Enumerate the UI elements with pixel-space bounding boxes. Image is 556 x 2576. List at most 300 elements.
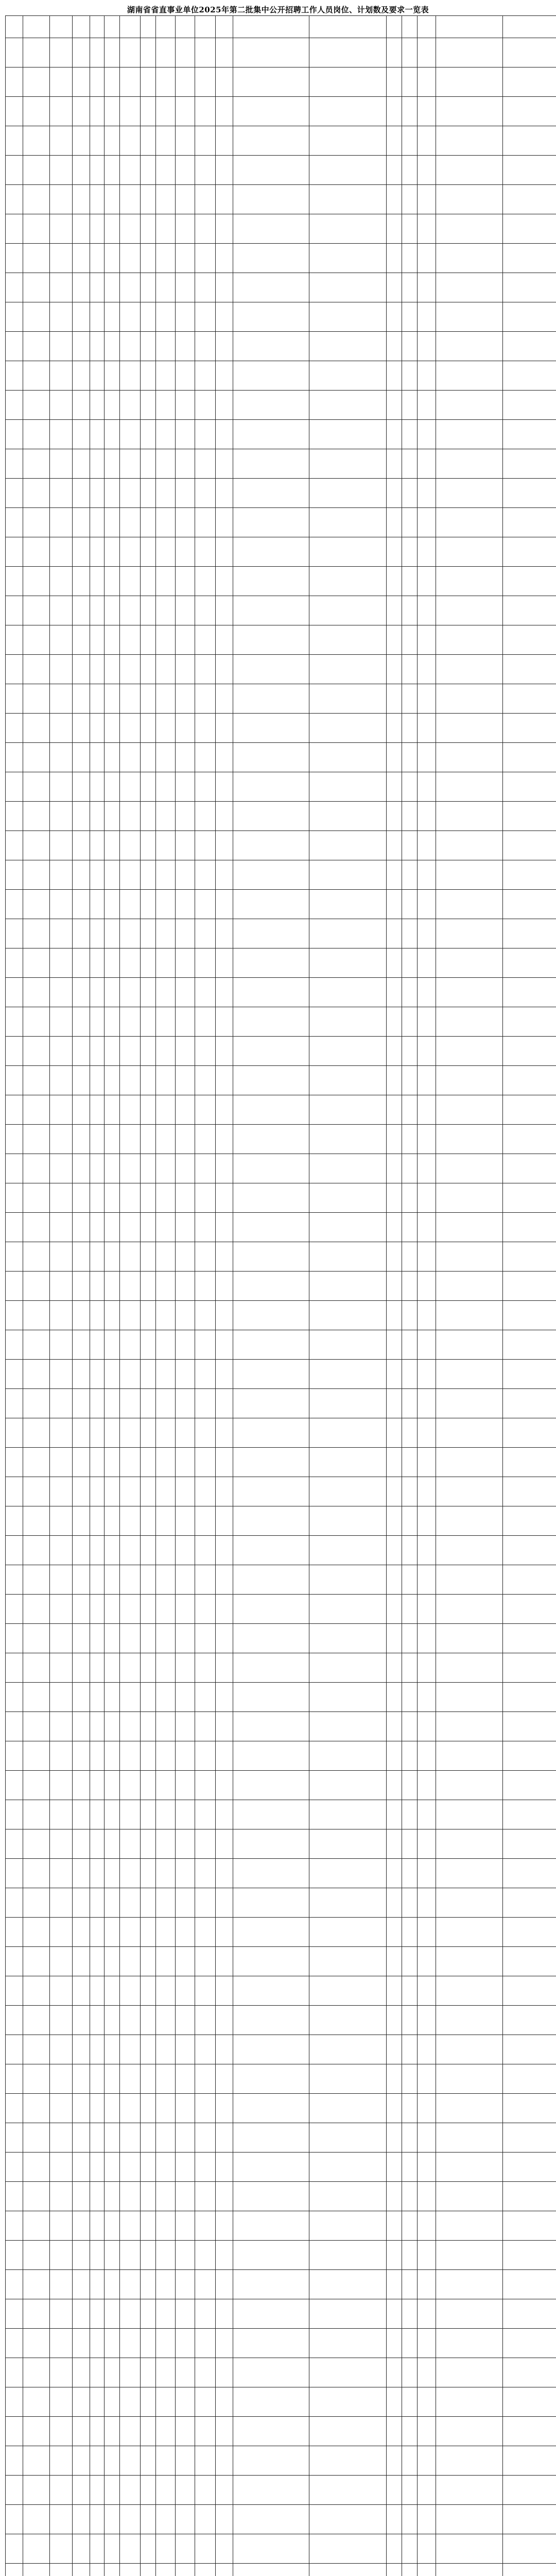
table-cell bbox=[176, 743, 195, 772]
table-cell bbox=[387, 1712, 402, 1741]
table-cell bbox=[216, 2094, 233, 2123]
table-cell bbox=[216, 1066, 233, 1095]
table-cell bbox=[105, 2035, 120, 2064]
table-cell bbox=[309, 391, 387, 420]
table-cell bbox=[503, 1976, 556, 2006]
table-cell bbox=[436, 625, 503, 655]
table-cell bbox=[120, 1007, 141, 1037]
table-cell bbox=[503, 2153, 556, 2182]
table-cell bbox=[176, 655, 195, 684]
table-cell bbox=[387, 1741, 402, 1771]
table-cell bbox=[23, 1272, 50, 1301]
table-cell bbox=[156, 449, 176, 479]
table-cell bbox=[195, 1154, 216, 1183]
table-cell bbox=[309, 479, 387, 508]
table-cell bbox=[6, 2329, 23, 2358]
table-cell bbox=[50, 1859, 73, 1888]
table-row bbox=[6, 2211, 556, 2241]
table-cell bbox=[402, 2211, 418, 2241]
table-cell bbox=[176, 38, 195, 67]
table-cell bbox=[387, 919, 402, 948]
table-cell bbox=[436, 743, 503, 772]
table-cell bbox=[90, 1859, 105, 1888]
table-cell bbox=[73, 1506, 90, 1536]
table-cell bbox=[73, 1624, 90, 1653]
table-cell bbox=[233, 1947, 309, 1976]
table-cell bbox=[141, 2270, 156, 2299]
table-cell bbox=[105, 508, 120, 537]
table-cell bbox=[105, 2505, 120, 2534]
table-cell bbox=[105, 1653, 120, 1683]
table-cell bbox=[176, 802, 195, 831]
table-cell bbox=[418, 126, 436, 156]
table-cell bbox=[503, 2270, 556, 2299]
table-cell bbox=[90, 2123, 105, 2153]
table-cell bbox=[73, 890, 90, 919]
table-cell bbox=[156, 2006, 176, 2035]
table-cell bbox=[233, 1683, 309, 1712]
table-cell bbox=[436, 860, 503, 890]
table-cell bbox=[387, 2446, 402, 2476]
table-cell bbox=[387, 273, 402, 302]
table-cell bbox=[141, 2064, 156, 2094]
table-cell bbox=[73, 1154, 90, 1183]
table-cell bbox=[195, 831, 216, 860]
table-cell bbox=[6, 1918, 23, 1947]
table-cell bbox=[73, 156, 90, 185]
table-cell bbox=[23, 2035, 50, 2064]
table-cell bbox=[195, 567, 216, 596]
table-cell bbox=[73, 1213, 90, 1242]
table-cell bbox=[216, 2505, 233, 2534]
table-cell bbox=[156, 2417, 176, 2446]
table-cell bbox=[6, 948, 23, 978]
table-row bbox=[6, 625, 556, 655]
table-cell bbox=[418, 1213, 436, 1242]
table-cell bbox=[23, 1653, 50, 1683]
table-cell bbox=[156, 1595, 176, 1624]
table-cell bbox=[387, 38, 402, 67]
table-cell bbox=[90, 244, 105, 273]
table-cell bbox=[309, 978, 387, 1007]
table-cell bbox=[120, 420, 141, 449]
table-cell bbox=[309, 1624, 387, 1653]
table-cell bbox=[50, 772, 73, 802]
table-cell bbox=[156, 2123, 176, 2153]
table-cell bbox=[195, 67, 216, 97]
table-cell bbox=[50, 214, 73, 244]
table-cell bbox=[216, 1947, 233, 1976]
table-cell bbox=[233, 420, 309, 449]
table-cell bbox=[50, 1477, 73, 1506]
table-cell bbox=[216, 2358, 233, 2387]
table-cell bbox=[195, 2006, 216, 2035]
table-cell bbox=[105, 978, 120, 1007]
table-cell bbox=[195, 2123, 216, 2153]
table-cell bbox=[6, 2387, 23, 2417]
table-cell bbox=[195, 1183, 216, 1213]
table-cell bbox=[176, 1389, 195, 1418]
table-row bbox=[6, 1477, 556, 1506]
table-cell bbox=[418, 625, 436, 655]
table-cell bbox=[503, 1918, 556, 1947]
table-cell bbox=[195, 2446, 216, 2476]
table-cell bbox=[176, 1536, 195, 1565]
table-cell bbox=[90, 1712, 105, 1741]
table-cell bbox=[23, 2387, 50, 2417]
table-row bbox=[6, 2387, 556, 2417]
table-cell bbox=[195, 1771, 216, 1800]
table-cell bbox=[176, 97, 195, 126]
table-cell bbox=[402, 743, 418, 772]
table-cell bbox=[90, 2182, 105, 2211]
table-cell bbox=[216, 2064, 233, 2094]
table-cell bbox=[141, 2534, 156, 2564]
table-row bbox=[6, 743, 556, 772]
table-cell bbox=[195, 2534, 216, 2564]
table-cell bbox=[216, 831, 233, 860]
table-cell bbox=[309, 38, 387, 67]
table-cell bbox=[120, 1741, 141, 1771]
table-cell bbox=[73, 860, 90, 890]
table-cell bbox=[176, 919, 195, 948]
table-cell bbox=[503, 1360, 556, 1389]
table-cell bbox=[141, 1888, 156, 1918]
table-cell bbox=[309, 2123, 387, 2153]
table-cell bbox=[50, 2387, 73, 2417]
table-cell bbox=[156, 1712, 176, 1741]
table-cell bbox=[23, 860, 50, 890]
table-cell bbox=[50, 391, 73, 420]
table-cell bbox=[90, 655, 105, 684]
table-cell bbox=[418, 1976, 436, 2006]
table-cell bbox=[216, 2182, 233, 2211]
table-cell bbox=[436, 919, 503, 948]
table-cell bbox=[387, 890, 402, 919]
column-header bbox=[141, 16, 156, 38]
table-cell bbox=[105, 1888, 120, 1918]
table-cell bbox=[50, 420, 73, 449]
table-cell bbox=[6, 2211, 23, 2241]
table-cell bbox=[233, 214, 309, 244]
table-cell bbox=[156, 1653, 176, 1683]
table-cell bbox=[120, 2299, 141, 2329]
table-cell bbox=[141, 1448, 156, 1477]
table-cell bbox=[309, 655, 387, 684]
table-cell bbox=[73, 2476, 90, 2505]
table-cell bbox=[216, 97, 233, 126]
table-cell bbox=[233, 2417, 309, 2446]
table-cell bbox=[6, 714, 23, 743]
table-cell bbox=[418, 978, 436, 1007]
table-cell bbox=[216, 1741, 233, 1771]
table-cell bbox=[418, 1741, 436, 1771]
table-cell bbox=[6, 508, 23, 537]
table-cell bbox=[90, 1947, 105, 1976]
table-cell bbox=[503, 479, 556, 508]
table-cell bbox=[105, 948, 120, 978]
table-cell bbox=[418, 1066, 436, 1095]
table-cell bbox=[387, 156, 402, 185]
table-cell bbox=[387, 332, 402, 361]
table-cell bbox=[195, 1888, 216, 1918]
table-cell bbox=[141, 1624, 156, 1653]
table-cell bbox=[73, 1125, 90, 1154]
table-cell bbox=[141, 185, 156, 214]
table-cell bbox=[156, 185, 176, 214]
table-cell bbox=[120, 948, 141, 978]
column-header bbox=[387, 16, 402, 38]
table-cell bbox=[503, 332, 556, 361]
table-cell bbox=[309, 1037, 387, 1066]
table-cell bbox=[6, 1095, 23, 1125]
table-cell bbox=[402, 185, 418, 214]
table-cell bbox=[90, 596, 105, 625]
table-cell bbox=[216, 1448, 233, 1477]
table-cell bbox=[195, 38, 216, 67]
table-cell bbox=[436, 126, 503, 156]
table-cell bbox=[176, 2534, 195, 2564]
table-cell bbox=[90, 1653, 105, 1683]
table-cell bbox=[387, 567, 402, 596]
table-cell bbox=[195, 1242, 216, 1272]
table-cell bbox=[73, 1037, 90, 1066]
table-cell bbox=[73, 655, 90, 684]
table-cell bbox=[50, 1066, 73, 1095]
table-cell bbox=[216, 1888, 233, 1918]
table-cell bbox=[50, 1272, 73, 1301]
table-cell bbox=[309, 1301, 387, 1330]
table-cell bbox=[418, 2006, 436, 2035]
table-cell bbox=[503, 2329, 556, 2358]
table-cell bbox=[156, 2505, 176, 2534]
table-cell bbox=[105, 38, 120, 67]
table-cell bbox=[436, 1154, 503, 1183]
table-cell bbox=[90, 2417, 105, 2446]
table-cell bbox=[309, 449, 387, 479]
table-cell bbox=[387, 2035, 402, 2064]
table-cell bbox=[176, 2035, 195, 2064]
table-cell bbox=[387, 772, 402, 802]
table-cell bbox=[141, 1037, 156, 1066]
table-cell bbox=[387, 2299, 402, 2329]
table-cell bbox=[418, 567, 436, 596]
table-cell bbox=[402, 1771, 418, 1800]
table-cell bbox=[436, 1272, 503, 1301]
table-cell bbox=[503, 1183, 556, 1213]
table-cell bbox=[120, 831, 141, 860]
table-cell bbox=[105, 2564, 120, 2576]
table-cell bbox=[195, 978, 216, 1007]
table-cell bbox=[503, 1272, 556, 1301]
table-cell bbox=[436, 1095, 503, 1125]
table-cell bbox=[73, 1536, 90, 1565]
table-cell bbox=[73, 2534, 90, 2564]
table-cell bbox=[105, 743, 120, 772]
table-cell bbox=[105, 2446, 120, 2476]
table-cell bbox=[141, 978, 156, 1007]
table-cell bbox=[6, 2064, 23, 2094]
table-cell bbox=[6, 890, 23, 919]
table-cell bbox=[233, 684, 309, 714]
table-cell bbox=[6, 1859, 23, 1888]
table-cell bbox=[156, 508, 176, 537]
table-cell bbox=[436, 2182, 503, 2211]
table-cell bbox=[176, 1506, 195, 1536]
table-row bbox=[6, 1918, 556, 1947]
page-title: 湖南省省直事业单位2025年第二批集中公开招聘工作人员岗位、计划数及要求一览表 bbox=[127, 5, 429, 14]
table-cell bbox=[216, 1154, 233, 1183]
table-row bbox=[6, 1653, 556, 1683]
table-cell bbox=[387, 2564, 402, 2576]
table-cell bbox=[105, 625, 120, 655]
table-cell bbox=[195, 391, 216, 420]
table-cell bbox=[216, 1624, 233, 1653]
table-cell bbox=[90, 1389, 105, 1418]
table-cell bbox=[309, 1095, 387, 1125]
table-row bbox=[6, 1506, 556, 1536]
table-cell bbox=[309, 1007, 387, 1037]
table-cell bbox=[73, 714, 90, 743]
column-header bbox=[195, 16, 216, 38]
table-cell bbox=[156, 1800, 176, 1829]
table-cell bbox=[309, 2387, 387, 2417]
table-cell bbox=[176, 567, 195, 596]
table-cell bbox=[156, 2534, 176, 2564]
table-cell bbox=[309, 2153, 387, 2182]
table-cell bbox=[436, 1506, 503, 1536]
table-cell bbox=[73, 1918, 90, 1947]
table-cell bbox=[105, 2006, 120, 2035]
table-cell bbox=[176, 1624, 195, 1653]
table-cell bbox=[309, 802, 387, 831]
table-row bbox=[6, 772, 556, 802]
table-cell bbox=[90, 1800, 105, 1829]
table-cell bbox=[216, 1242, 233, 1272]
table-cell bbox=[23, 1624, 50, 1653]
table-cell bbox=[90, 1624, 105, 1653]
table-cell bbox=[233, 743, 309, 772]
table-cell bbox=[141, 361, 156, 391]
table-cell bbox=[90, 978, 105, 1007]
table-cell bbox=[120, 802, 141, 831]
table-cell bbox=[387, 479, 402, 508]
table-cell bbox=[6, 38, 23, 67]
table-cell bbox=[120, 1859, 141, 1888]
table-cell bbox=[233, 2299, 309, 2329]
table-cell bbox=[309, 890, 387, 919]
table-cell bbox=[23, 596, 50, 625]
table-cell bbox=[90, 1095, 105, 1125]
table-cell bbox=[402, 1095, 418, 1125]
table-cell bbox=[309, 743, 387, 772]
table-cell bbox=[387, 1771, 402, 1800]
table-cell bbox=[120, 1624, 141, 1653]
table-cell bbox=[90, 2211, 105, 2241]
table-cell bbox=[402, 273, 418, 302]
table-cell bbox=[216, 743, 233, 772]
table-cell bbox=[402, 1712, 418, 1741]
table-cell bbox=[503, 391, 556, 420]
table-cell bbox=[418, 596, 436, 625]
table-cell bbox=[176, 1771, 195, 1800]
table-cell bbox=[120, 1095, 141, 1125]
table-cell bbox=[120, 1712, 141, 1741]
table-cell bbox=[120, 860, 141, 890]
table-cell bbox=[23, 479, 50, 508]
table-cell bbox=[50, 2182, 73, 2211]
table-row bbox=[6, 1125, 556, 1154]
table-cell bbox=[216, 1213, 233, 1242]
table-cell bbox=[105, 2094, 120, 2123]
table-cell bbox=[73, 537, 90, 567]
table-cell bbox=[503, 1066, 556, 1095]
table-cell bbox=[141, 596, 156, 625]
table-cell bbox=[23, 948, 50, 978]
table-cell bbox=[309, 420, 387, 449]
table-cell bbox=[216, 1653, 233, 1683]
table-cell bbox=[387, 743, 402, 772]
table-cell bbox=[233, 2035, 309, 2064]
table-cell bbox=[387, 1800, 402, 1829]
table-cell bbox=[176, 2505, 195, 2534]
table-cell bbox=[387, 2387, 402, 2417]
table-cell bbox=[418, 185, 436, 214]
table-cell bbox=[309, 1066, 387, 1095]
table-cell bbox=[6, 156, 23, 185]
table-row bbox=[6, 1712, 556, 1741]
table-cell bbox=[105, 2299, 120, 2329]
table-row bbox=[6, 479, 556, 508]
table-cell bbox=[402, 1947, 418, 1976]
table-cell bbox=[176, 1242, 195, 1272]
table-cell bbox=[418, 1771, 436, 1800]
table-cell bbox=[105, 1683, 120, 1712]
table-cell bbox=[418, 2035, 436, 2064]
table-cell bbox=[387, 67, 402, 97]
table-cell bbox=[120, 1448, 141, 1477]
table-cell bbox=[309, 361, 387, 391]
table-cell bbox=[23, 1154, 50, 1183]
table-cell bbox=[120, 126, 141, 156]
table-cell bbox=[73, 2358, 90, 2387]
table-cell bbox=[195, 1330, 216, 1360]
table-cell bbox=[120, 1125, 141, 1154]
table-cell bbox=[216, 596, 233, 625]
table-cell bbox=[176, 1183, 195, 1213]
table-cell bbox=[233, 1095, 309, 1125]
table-cell bbox=[216, 391, 233, 420]
table-cell bbox=[402, 567, 418, 596]
table-cell bbox=[23, 1037, 50, 1066]
table-cell bbox=[156, 38, 176, 67]
table-cell bbox=[216, 948, 233, 978]
table-cell bbox=[436, 2564, 503, 2576]
table-cell bbox=[120, 97, 141, 126]
table-cell bbox=[233, 1125, 309, 1154]
table-cell bbox=[387, 1213, 402, 1242]
table-cell bbox=[156, 2035, 176, 2064]
table-cell bbox=[309, 2417, 387, 2446]
table-cell bbox=[73, 1448, 90, 1477]
table-cell bbox=[402, 1918, 418, 1947]
table-cell bbox=[156, 1389, 176, 1418]
table-cell bbox=[436, 1565, 503, 1595]
table-cell bbox=[120, 508, 141, 537]
table-cell bbox=[156, 479, 176, 508]
table-cell bbox=[141, 38, 156, 67]
table-cell bbox=[233, 596, 309, 625]
